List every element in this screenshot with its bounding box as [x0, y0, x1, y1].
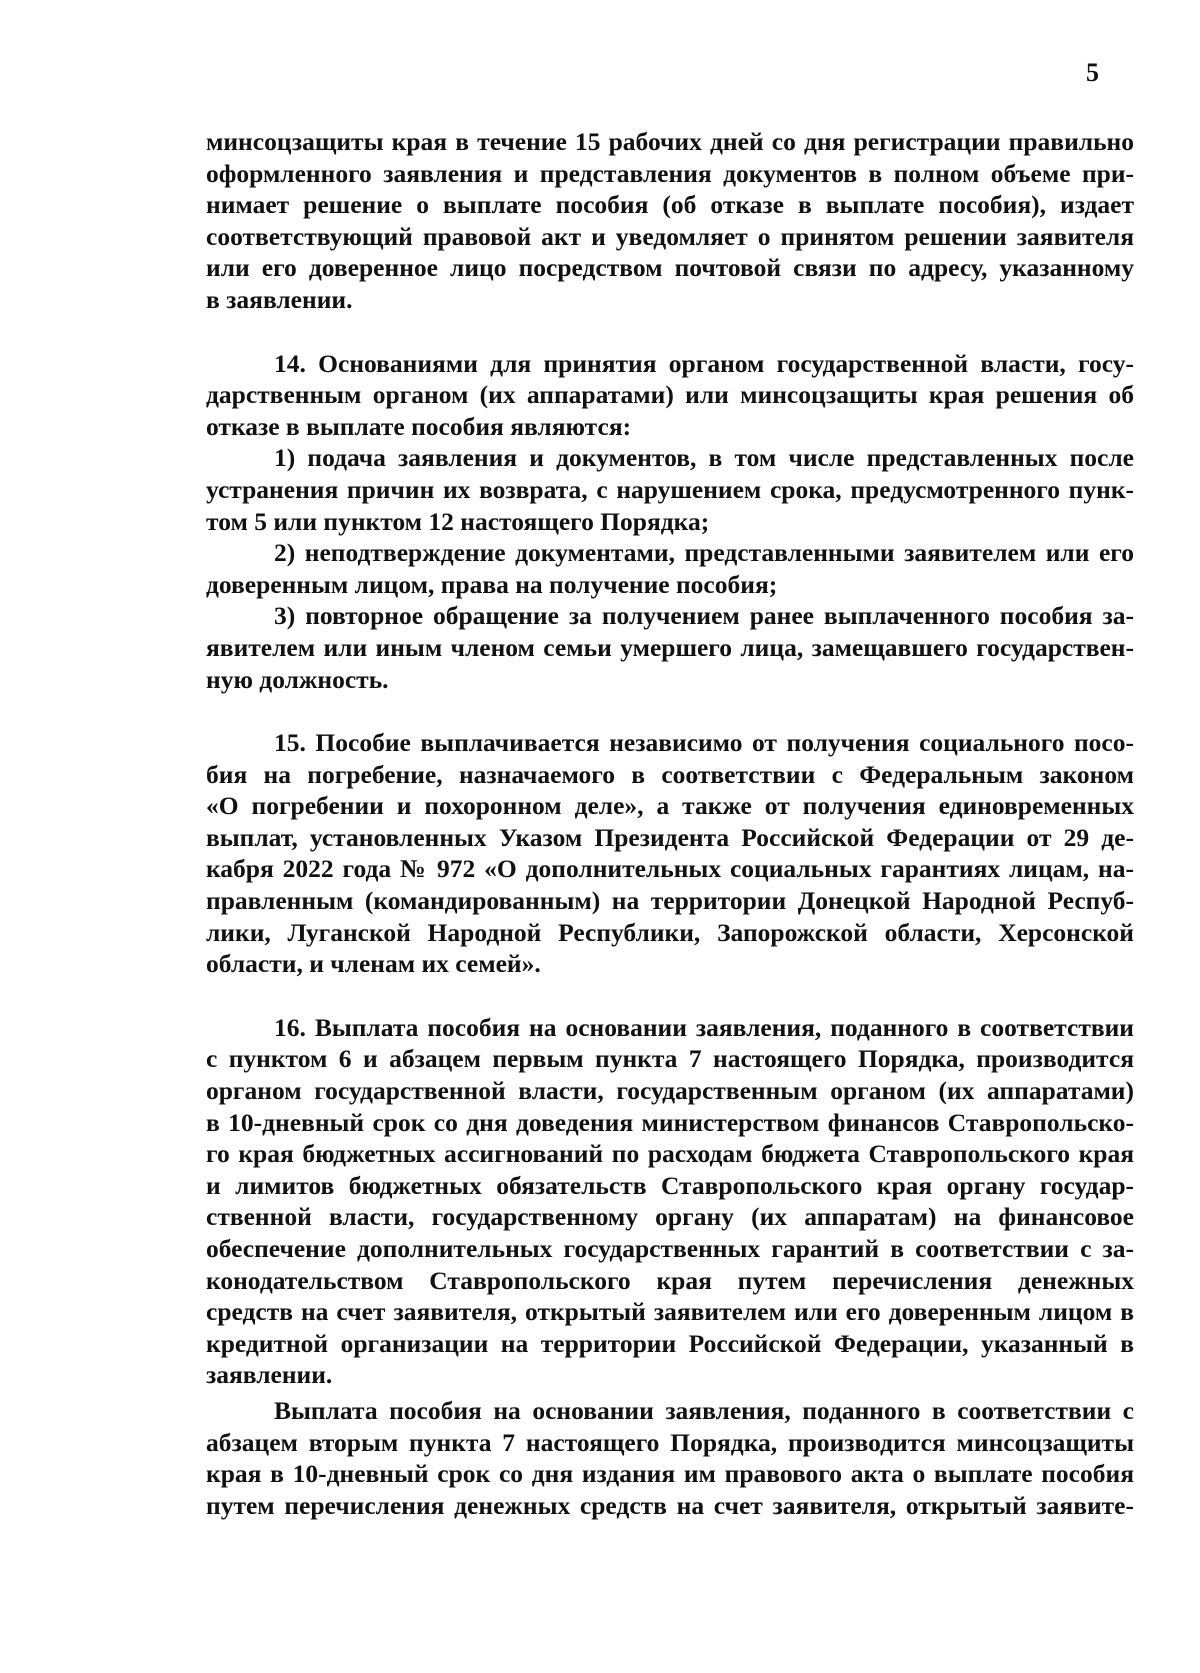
text-line: доверенным лицом, права на получение пособия;	[206, 569, 778, 599]
text-line: устранения причин их возврата, с нарушением срока, предусмотренного пунк-	[206, 474, 1134, 504]
paragraph-continuation	[206, 126, 1134, 316]
text-line: или его доверенное лицо посредством почтовой связи по адресу, указанному	[206, 253, 1134, 283]
list-item-2	[206, 537, 1134, 600]
text-line: нимает решение о выплате пособия (об отказе в выплате пособия), издает	[206, 190, 1134, 220]
text-line: и лимитов бюджетных обязательств Ставропольского края органу государ-	[206, 1170, 1134, 1200]
text-line: абзацем вторым пункта 7 настоящего Порядка, производится минсоцзащиты	[206, 1427, 1134, 1457]
text-line: обеспечение дополнительных государственных гарантий в соответствии с за-	[206, 1234, 1134, 1263]
text-line: 3) повторное обращение за получением ранее выплаченного пособия за-	[274, 601, 1134, 631]
paragraph-16	[206, 1012, 1134, 1391]
paragraph-spacer	[206, 695, 1134, 727]
text-line: заявлении.	[206, 1360, 333, 1390]
text-line: ную должность.	[206, 664, 389, 694]
text-line: оформленного заявления и представления документов в полном объеме при-	[206, 158, 1134, 188]
text-line: отказе в выплате пособия являются:	[206, 411, 632, 441]
page-number: 5	[1086, 58, 1099, 87]
text-line: 2) неподтверждение документами, представленными заявителем или его	[274, 538, 1134, 568]
text-line: средств на счет заявителя, открытый заявителем или его доверенным лицом в	[206, 1297, 1134, 1327]
paragraph-14	[206, 348, 1134, 443]
text-line: области, и членам их семей».	[206, 949, 541, 979]
paragraph-spacer	[206, 316, 1134, 348]
text-line: кабря 2022 года № 972 «О дополнительных социальных гарантиях лицам, на-	[206, 854, 1134, 884]
list-item-3	[206, 600, 1134, 695]
text-line: кредитной организации на территории Российской Федерации, указанный в	[206, 1328, 1134, 1358]
text-line: конодательством Ставропольского края путем перечисления денежных	[206, 1265, 1134, 1295]
text-line: дарственным органом (их аппаратами) или минсоцзащиты края решения об	[206, 380, 1134, 410]
list-item-1	[206, 442, 1134, 537]
text-line: «О погребении и похоронном деле», а также от получения единовременных	[206, 791, 1134, 821]
text-line: 16. Выплата пособия на основании заявления, поданного в соответствии	[274, 1012, 1134, 1042]
text-line: лики, Луганской Народной Республики, Запорожской области, Херсонской	[206, 917, 1134, 947]
paragraph-16-continuation	[206, 1395, 1134, 1521]
text-line: го края бюджетных ассигнований по расходам бюджета Ставропольского края	[206, 1139, 1134, 1169]
text-line: правленным (командированным) на территории Донецкой Народной Респуб-	[206, 886, 1134, 916]
text-line: бия на погребение, назначаемого в соответствии с Федеральным законом	[206, 759, 1134, 789]
text-line: края в 10-дневный срок со дня издания им правового акта о выплате пособия	[206, 1459, 1134, 1489]
text-line: 1) подача заявления и документов, в том числе представленных после	[274, 443, 1134, 473]
paragraph-15	[206, 727, 1134, 980]
text-line: в 10-дневный срок со дня доведения министерством финансов Ставропольско-	[206, 1107, 1134, 1137]
paragraph-spacer	[206, 980, 1134, 1012]
text-line: ственной власти, государственному органу (их аппаратам) на финансовое	[206, 1202, 1134, 1232]
text-line: выплат, установленных Указом Президента Российской Федерации от 29 де-	[206, 822, 1134, 852]
text-line: Выплата пособия на основании заявления, поданного в соответствии с	[274, 1395, 1134, 1425]
document-body	[206, 126, 1134, 1521]
text-line: минсоцзащиты края в течение 15 рабочих дней со дня регистрации правильно	[206, 127, 1134, 156]
text-line: соответствующий правовой акт и уведомляет о принятом решении заявителя	[206, 221, 1134, 251]
text-line: том 5 или пунктом 12 настоящего Порядка;	[206, 506, 710, 536]
text-line: органом государственной власти, государственным органом (их аппаратами)	[206, 1076, 1134, 1106]
text-line: с пунктом 6 и абзацем первым пункта 7 настоящего Порядка, производится	[206, 1044, 1134, 1074]
text-line: 15. Пособие выплачивается независимо от получения социального посо-	[274, 728, 1134, 758]
text-line: явителем или иным членом семьи умершего лица, замещавшего государствен-	[206, 632, 1134, 662]
text-line: 14. Основаниями для принятия органом государственной власти, госу-	[274, 348, 1134, 378]
text-line: путем перечисления денежных средств на счет заявителя, открытый заявите-	[206, 1490, 1134, 1520]
text-line: в заявлении.	[206, 284, 353, 314]
